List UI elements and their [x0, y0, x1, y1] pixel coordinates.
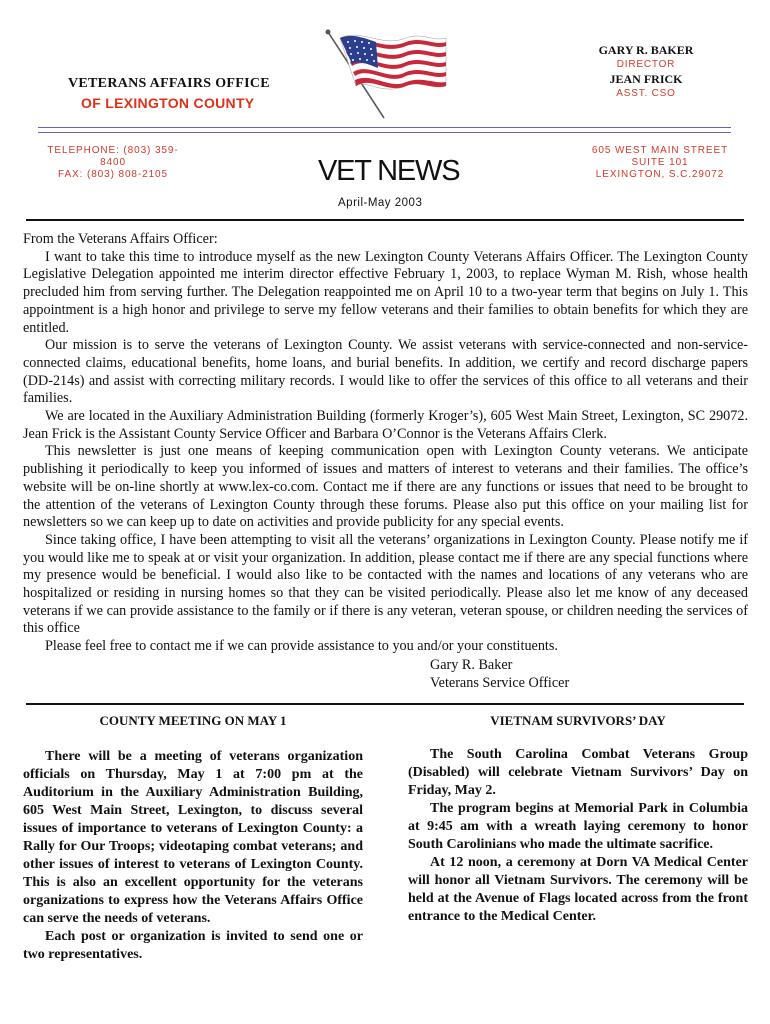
signature-name: Gary R. Baker — [430, 657, 513, 673]
office-name: VETERANS AFFAIRS OFFICE — [68, 76, 270, 91]
header-rule-bottom — [38, 132, 731, 133]
vietnam-day-article — [408, 746, 748, 926]
letter-paragraph: Since taking office, I have been attempting to visit all the veterans’ organizations in Lexington County. Please notify me if you would like me to speak at or visit your organization. In addition, please contact me if there are any special functions where my presence would be beneficial. I would also like to be contacted with the names and locations of any veterans who are hospitalized or residing in nursing homes so that they can be visited periodically. Please also let me know of any deceased veterans if we can provide assistance to the family or if there is any veteran, veteran spouse, or children needing the services of this office — [23, 531, 748, 637]
asst-role: ASST. CSO — [616, 88, 676, 99]
article-paragraph: The South Carolina Combat Veterans Group (Disabled) will celebrate Vietnam Survivors’ Day on Friday, May 2. — [408, 747, 748, 798]
newsletter-title: VET NEWS — [318, 155, 460, 187]
article-paragraph: At 12 noon, a ceremony at Dorn VA Medical Center will honor all Vietnam Survivors. The ceremony will be held at the Avenue of Flags located across from the front entrance to the Medical Center. — [408, 855, 748, 924]
letter-paragraph: Our mission is to serve the veterans of Lexington County. We assist veterans with service-connected and non-service-connected claims, educational benefits, home loans, and burial benefits. In addition, we certify and record discharge papers (DD-214s) and assist with correcting military records. I would like to offer the services of this office to all veterans and their families. — [23, 337, 748, 407]
letter-paragraph: This newsletter is just one means of keeping communication open with Lexington County veterans. We anticipate publishing it periodically to keep you informed of issues and matters of interest to veterans and their families. The office’s website will be on-line shortly at www.lex-co.com. Contact me if there are any functions or issues that need to be brought to the attention of the veterans of Lexington County through these forums. Please also put this office on your mailing list for newsletters so we can keep up to date on activities and provide publicity for any special events. — [23, 443, 748, 531]
county-name: OF LEXINGTON COUNTY — [81, 95, 255, 111]
contact-phone-block — [38, 145, 188, 181]
address-line: SUITE 101 — [631, 157, 689, 168]
article-paragraph: There will be a meeting of veterans organization officials on Thursday, May 1 at 7:00 pm at the Auditorium in the Auxiliary Administration Building, 605 West Main Street, Lexington, to discuss several issues of importance to veterans of Lexington County: a Rally for Our Troops; videotaping combat veterans; and other issues of interest to veterans of Lexington County. This is also an excellent opportunity for the veterans organizations to express how the Veterans Affairs Office can serve the needs of veterans. — [23, 749, 363, 926]
telephone: TELEPHONE: (803) 359-8400 — [47, 145, 179, 168]
county-meeting-article — [23, 748, 363, 964]
us-flag-icon — [322, 28, 450, 120]
letter-paragraph: We are located in the Auxiliary Administration Building (formerly Kroger’s), 605 West Main Street, Lexington, SC 29072. Jean Frick is the Assistant County Service Officer and Barbara O’Connor is the Veterans Affairs Clerk. — [23, 408, 748, 442]
header-rule-top — [38, 127, 731, 128]
county-meeting-title: COUNTY MEETING ON MAY 1 — [99, 713, 287, 728]
letter-paragraph: Please feel free to contact me if we can provide assistance to you and/or your constituents. — [45, 638, 558, 655]
signature-block — [430, 657, 569, 692]
staff-block — [566, 42, 726, 100]
article-paragraph: The program begins at Memorial Park in Columbia at 9:45 am with a wreath laying ceremony to honor South Carolinians who made the ultimate sacrifice. — [408, 801, 748, 852]
article-paragraph: Each post or organization is invited to send one or two representatives. — [23, 929, 363, 962]
issue-date: April-May 2003 — [338, 197, 423, 209]
signature-title: Veterans Service Officer — [430, 674, 570, 691]
officer-letter — [23, 231, 748, 656]
letter-paragraph: I want to take this time to introduce myself as the new Lexington County Veterans Affairs Officer. The Lexington County Legislative Delegation appointed me interim director effective February 1, 2003, to replace Wyman M. Rish, whose health precluded him from serving further. The Delegation reappointed me on April 10 to a two-year term that begins on July 1. This appointment is a high honor and privilege to serve my fellow veterans and their families to obtain benefits for which they are entitled. — [23, 248, 748, 336]
address-line: LEXINGTON, S.C.29072 — [595, 169, 725, 180]
director-role: DIRECTOR — [616, 59, 676, 70]
address-line: 605 WEST MAIN STREET — [591, 145, 729, 156]
section-rule — [26, 219, 744, 221]
address-block — [590, 145, 730, 181]
vietnam-day-title: VIETNAM SURVIVORS’ DAY — [490, 713, 666, 728]
section-rule — [26, 703, 744, 705]
asst-name: JEAN FRICK — [609, 72, 683, 86]
letter-salutation: From the Veterans Affairs Officer: — [23, 231, 218, 247]
fax: FAX: (803) 808-2105 — [58, 169, 168, 180]
director-name: GARY R. BAKER — [598, 43, 694, 57]
